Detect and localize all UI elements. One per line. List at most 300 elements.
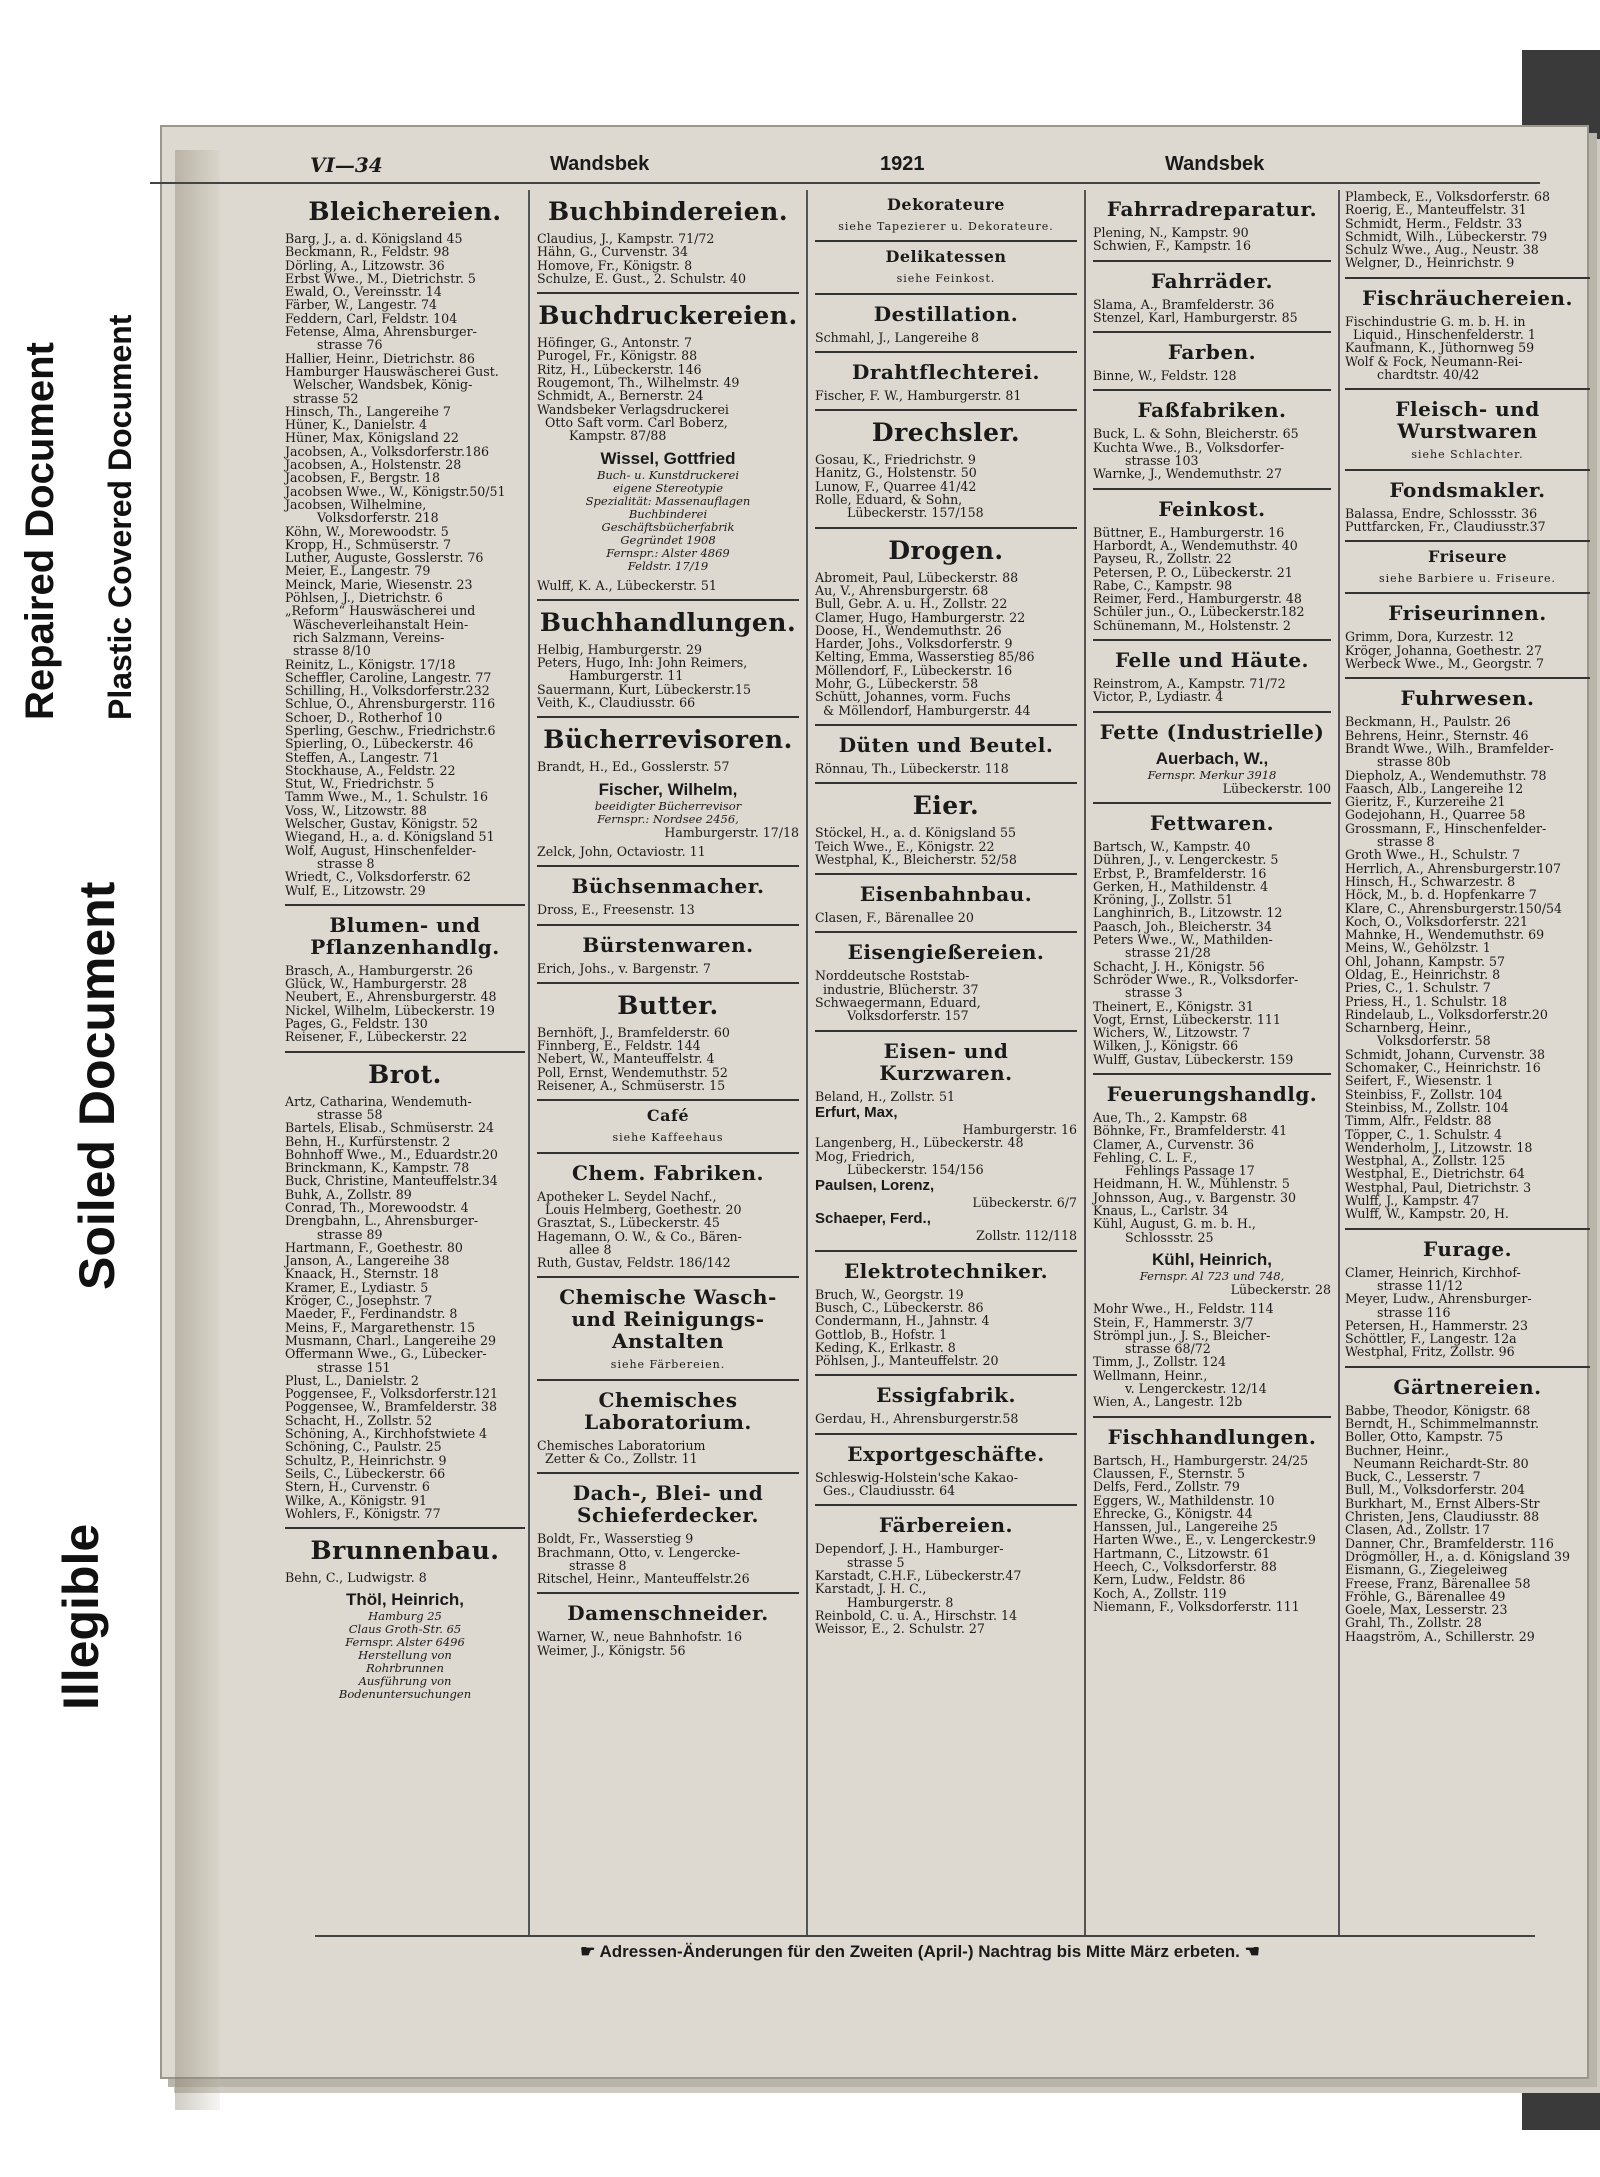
directory-entry: Goele, Max, Lesserstr. 23 <box>1345 1602 1508 1618</box>
directory-entry: Schöttler, F., Langestr. 12a <box>1345 1331 1517 1347</box>
directory-entry: Babbe, Theodor, Königstr. 68 <box>1345 1402 1531 1418</box>
directory-entry: Töpper, C., 1. Schulstr. 4 <box>1345 1126 1503 1142</box>
section-rule <box>1345 1228 1590 1230</box>
directory-entry: Rougemont, Th., Wilhelmstr. 49 <box>537 375 740 391</box>
directory-entry: Grimm, Dora, Kurzestr. 12 <box>1345 629 1514 645</box>
ad-line: Gegründet 1908 <box>620 532 716 547</box>
section-rule <box>815 782 1077 784</box>
directory-entry: Grahl, Th., Zollstr. 28 <box>1345 1615 1482 1631</box>
advertisement <box>537 449 799 573</box>
directory-entry: Schmidt, Wilh., Lübeckerstr. 79 <box>1345 228 1548 244</box>
directory-entry: Ewald, O., Vereinsstr. 14 <box>285 284 442 300</box>
directory-entry: Ges., Claudiusstr. 64 <box>815 1483 956 1499</box>
directory-entry: Mahnke, H., Wendemuthstr. 69 <box>1345 927 1545 943</box>
directory-entry: Volksdorferstr. 157 <box>815 1008 969 1024</box>
directory-entry: Paasch, Joh., Bleicherstr. 34 <box>1093 918 1272 934</box>
directory-entry: Bruch, W., Georgstr. 19 <box>815 1286 964 1302</box>
directory-entry: Westphal, K., Bleicherstr. 52/58 <box>815 851 1017 867</box>
directory-entry: Schöning, C., Paulstr. 25 <box>285 1439 442 1455</box>
section-rule <box>815 240 1077 242</box>
directory-entry: Weimer, J., Königstr. 56 <box>537 1642 686 1658</box>
page-number: VI—34 <box>310 153 383 177</box>
entry-list <box>537 1439 799 1466</box>
section-rule <box>815 527 1077 529</box>
directory-entry: Zetter & Co., Zollstr. 11 <box>537 1450 698 1466</box>
directory-entry: Freese, Franz, Bärenallee 58 <box>1345 1575 1531 1591</box>
section-rule <box>285 904 525 906</box>
directory-entry: strasse 8/10 <box>285 643 371 659</box>
ad-address: Lübeckerstr. 28 <box>1230 1281 1331 1297</box>
directory-entry: Schleswig-Holstein'sche Kakao- <box>815 1469 1019 1485</box>
section-heading: Furage. <box>1422 1236 1513 1261</box>
directory-entry: Kröger, C., Josephstr. 7 <box>285 1293 433 1309</box>
directory-entry: Fetense, Alma, Ahrensburger- <box>285 324 477 340</box>
directory-entry: Westphal, Fritz, Zollstr. 96 <box>1345 1344 1515 1360</box>
ad-address: Hamburgerstr. 16 <box>962 1121 1077 1137</box>
directory-entry: Wien, A., Langestr. 12b <box>1093 1394 1243 1410</box>
directory-entry: Hamburgerstr. 8 <box>815 1594 954 1610</box>
directory-entry: Hartmann, C., Litzowstr. 61 <box>1093 1545 1271 1561</box>
directory-entry: Haagström, A., Schillerstr. 29 <box>1345 1628 1535 1644</box>
directory-entry: Schultz, P., Heinrichstr. 9 <box>285 1452 447 1468</box>
directory-entry: strasse 8 <box>537 1557 627 1573</box>
directory-entry: Barg, J., a. d. Königsland 45 <box>285 231 463 246</box>
directory-entry: strasse 52 <box>285 390 359 406</box>
directory-entry: strasse 89 <box>285 1226 383 1242</box>
entry-list <box>537 643 799 709</box>
section-rule <box>1345 1366 1590 1368</box>
directory-entry: Payseu, R., Zollstr. 22 <box>1093 551 1232 567</box>
entry-list <box>815 1412 1077 1425</box>
directory-entry: Claudius, J., Kampstr. 71/72 <box>537 231 715 246</box>
ad-line: Buchbinderei <box>628 506 708 521</box>
directory-entry: Theinert, E., Königstr. 31 <box>1093 998 1254 1014</box>
directory-entry: strasse 8 <box>285 855 375 871</box>
directory-entry: Brasch, A., Hamburgerstr. 26 <box>285 962 473 978</box>
directory-entry: Wenderholm, J., Litzowstr. 18 <box>1345 1139 1533 1155</box>
directory-entry: Slama, A., Bramfelderstr. 36 <box>1093 296 1275 312</box>
directory-entry: Chemisches Laboratorium <box>537 1437 706 1453</box>
directory-entry: Poll, Ernst, Wendemuthstr. 52 <box>537 1064 728 1080</box>
directory-entry: Fröhle, G., Bärenallee 49 <box>1345 1588 1506 1604</box>
directory-entry: Welscher, Wandsbek, König- <box>285 377 473 393</box>
directory-entry: Schulze, E. Gust., 2. Schulstr. 40 <box>537 270 747 286</box>
directory-entry: Hamburgerstr. 11 <box>537 668 684 684</box>
directory-entry: Jacobsen, A., Holstenstr. 28 <box>285 457 462 473</box>
directory-entry: Behn, C., Ludwigstr. 8 <box>285 1570 427 1586</box>
column-1 <box>285 190 525 1930</box>
directory-entry: strasse 116 <box>1345 1304 1451 1320</box>
entry-list <box>815 1471 1077 1498</box>
directory-entry: Feddern, Carl, Feldstr. 104 <box>285 310 458 326</box>
directory-entry: Petersen, H., Hammerstr. 23 <box>1345 1317 1528 1333</box>
directory-entry: industrie, Blücherstr. 37 <box>815 981 979 997</box>
pointing-hand-icon: ☛ <box>580 1942 600 1961</box>
section-rule <box>815 293 1077 295</box>
directory-entry: Schmidt, Johann, Curvenstr. 38 <box>1345 1046 1546 1062</box>
directory-entry: Meins, W., Gehölzstr. 1 <box>1345 940 1491 956</box>
ad-name: Kühl, Heinrich, <box>1152 1249 1272 1269</box>
section-heading: Friseure <box>1427 547 1507 567</box>
section-heading: Fahrräder. <box>1150 268 1273 293</box>
directory-entry: Drögmöller, H., a. d. Königsland 39 <box>1345 1548 1571 1564</box>
directory-entry: Gerdau, H., Ahrensburgerstr.58 <box>815 1411 1019 1427</box>
directory-entry: Homove, Fr., Königstr. 8 <box>537 257 693 273</box>
section-heading: Café <box>646 1106 690 1126</box>
section-heading: Eisengießereien. <box>847 940 1045 965</box>
directory-entry: Volksdorferstr. 58 <box>1345 1033 1491 1049</box>
column-4 <box>1093 190 1331 1930</box>
ad-address: Hamburgerstr. 17/18 <box>664 824 799 840</box>
directory-entry: Louis Helmberg, Goethestr. 20 <box>537 1201 742 1217</box>
page-header <box>150 145 1550 185</box>
directory-entry: Bull, M., Volksdorferstr. 204 <box>1345 1482 1525 1498</box>
directory-entry: Kühl, August, G. m. b. H., <box>1093 1216 1256 1232</box>
directory-entry: Welgner, D., Heinrichstr. 9 <box>1345 255 1515 271</box>
directory-entry: Wilken, J., Königstr. 66 <box>1093 1038 1239 1054</box>
directory-entry: Sauermann, Kurt, Lübeckerstr.15 <box>537 681 752 697</box>
cross-reference: siehe Tapezierer u. Dekorateure. <box>838 220 1054 233</box>
directory-entry: Reisener, F., Lübeckerstr. 22 <box>285 1029 468 1045</box>
directory-entry: Knaus, L., Carlstr. 34 <box>1093 1203 1229 1219</box>
directory-entry: strasse 68/72 <box>1093 1341 1211 1357</box>
directory-entry: strasse 80b <box>1345 754 1451 770</box>
directory-entry: Schacht, J. H., Königstr. 56 <box>1093 958 1265 974</box>
ad-line: Herstellung von <box>358 1648 452 1663</box>
header-year: 1921 <box>880 153 925 175</box>
section-rule <box>537 924 799 926</box>
directory-entry: Faasch, Alb., Langereihe 12 <box>1345 780 1524 796</box>
section-heading: Fahrradreparatur. <box>1106 197 1318 221</box>
directory-entry: Kröning, J., Zollstr. 51 <box>1093 892 1233 908</box>
directory-entry: Dross, E., Freesenstr. 13 <box>537 902 695 918</box>
section-heading: Buchdruckereien. <box>538 301 798 331</box>
directory-entry: Kramer, E., Lydiastr. 5 <box>285 1279 429 1295</box>
entry-list <box>1093 226 1331 253</box>
entry-list <box>815 1542 1077 1635</box>
directory-entry: Sperling, Geschw., Friedrichstr.6 <box>285 722 496 738</box>
ad-line: Claus Groth-Str. 65 <box>348 1622 462 1637</box>
ad-line: eigene Stereotypie <box>612 480 723 495</box>
directory-entry: Meinck, Marie, Wiesenstr. 23 <box>285 576 473 592</box>
entry-list <box>285 964 525 1044</box>
directory-entry: Meier, E., Langestr. 79 <box>285 563 431 579</box>
directory-entry: Conrad, Th., Morewoodstr. 4 <box>285 1200 469 1215</box>
directory-entry: Lübeckerstr. 154/156 <box>815 1161 984 1177</box>
directory-entry: Scharnberg, Heinr., <box>1345 1020 1472 1036</box>
section-rule <box>1093 488 1331 490</box>
entry-list <box>815 1288 1077 1368</box>
directory-entry: Plening, N., Kampstr. 90 <box>1093 225 1249 240</box>
directory-entry: Wolf & Fock, Neumann-Rei- <box>1345 353 1523 369</box>
directory-entry: Gerken, H., Mathildenstr. 4 <box>1093 878 1269 894</box>
directory-entry: Clasen, F., Bärenallee 20 <box>815 910 974 926</box>
directory-entry: Kampstr. 87/88 <box>537 428 667 444</box>
section-heading: Feuerungshandlg. <box>1106 1081 1318 1106</box>
directory-entry: Johnsson, Aug., v. Bargenstr. 30 <box>1093 1189 1296 1205</box>
directory-entry: Luther, Auguste, Gosslerstr. 76 <box>285 550 484 566</box>
ad-line: Geschäftsbücherfabrik <box>601 519 735 534</box>
directory-entry: Groth Wwe., H., Schulstr. 7 <box>1345 847 1521 863</box>
directory-entry: Jacobsen Wwe., W., Königstr.50/51 <box>285 483 506 499</box>
section-rule <box>1093 260 1331 262</box>
directory-entry: Hartmann, F., Goethestr. 80 <box>285 1239 463 1255</box>
section-heading: Bücherrevisoren. <box>543 725 793 755</box>
directory-entry: Petersen, P. O., Lübeckerstr. 21 <box>1093 564 1293 580</box>
directory-entry: Danner, Chr., Bramfelderstr. 116 <box>1345 1535 1554 1551</box>
section-heading: Chemische Wasch- und Reinigungs-Anstalten <box>559 1285 777 1354</box>
directory-entry: Heech, C., Volksdorferstr. 88 <box>1093 1559 1277 1574</box>
section-rule <box>1093 1416 1331 1418</box>
section-heading: Elektrotechniker. <box>843 1258 1049 1283</box>
directory-entry: Lübeckerstr. 157/158 <box>815 505 984 521</box>
directory-entry: Ritschel, Heinr., Manteuffelstr.26 <box>537 1571 750 1587</box>
section-rule <box>537 1379 799 1381</box>
section-heading: Fette (Industrielle) <box>1099 719 1325 744</box>
ad-address: Lübeckerstr. 6/7 <box>972 1195 1077 1211</box>
ad-lines <box>1093 1270 1331 1283</box>
directory-entry: Helbig, Hamburgerstr. 29 <box>537 641 702 657</box>
directory-entry: Purogel, Fr., Königstr. 88 <box>537 348 698 364</box>
section-heading: Drechsler. <box>871 418 1021 448</box>
directory-entry: Aue, Th., 2. Kampstr. 68 <box>1093 1109 1248 1125</box>
entry-list <box>537 1190 799 1270</box>
ad-line: Fernspr. Al 723 und 748, <box>1139 1268 1285 1283</box>
section-heading: Dekorateure <box>887 195 1005 214</box>
directory-entry: Poggensee, W., Bramfelderstr. 38 <box>285 1399 497 1415</box>
entry-list <box>815 571 1077 717</box>
directory-entry: Fischer, F. W., Hamburgerstr. 81 <box>815 387 1022 403</box>
ad-lines <box>537 469 799 573</box>
section-rule <box>1345 540 1590 542</box>
directory-entry: Hanssen, Jul., Langereihe 25 <box>1093 1519 1278 1535</box>
section-rule <box>1093 331 1331 333</box>
entry-list <box>1093 526 1331 632</box>
directory-entry: „Reform“ Hauswäscherei und <box>285 603 476 619</box>
directory-entry: Puttfarcken, Fr., Claudiusstr.37 <box>1345 518 1546 534</box>
directory-entry: Poggensee, F., Volksdorferstr.121 <box>285 1386 499 1402</box>
directory-entry: Wolf, August, Hinschenfelder- <box>285 842 477 858</box>
directory-entry: Hinsch, H., Schwarzestr. 8 <box>1345 873 1516 889</box>
section-heading: Brunnenbau. <box>310 1536 500 1566</box>
directory-entry: Schröder Wwe., R., Volksdorfer- <box>1093 971 1299 987</box>
entry-list <box>285 1571 525 1584</box>
column-2 <box>537 190 799 1930</box>
directory-entry: strasse 21/28 <box>1093 945 1211 961</box>
cross-reference: siehe Schlachter. <box>1411 448 1524 462</box>
section-rule <box>1093 711 1331 713</box>
directory-entry: Bohnhoff Wwe., M., Eduardstr.20 <box>285 1146 498 1162</box>
directory-entry: Buhk, A., Zollstr. 89 <box>285 1186 412 1202</box>
directory-entry: Bartsch, H., Hamburgerstr. 24/25 <box>1093 1452 1309 1468</box>
directory-entry: Balassa, Endre, Schlossstr. 36 <box>1345 505 1538 521</box>
entry-list <box>537 232 799 285</box>
directory-entry: Voss, W., Litzowstr. 88 <box>285 802 427 818</box>
directory-entry: Schwaegermann, Eduard, <box>815 995 981 1011</box>
footer-notice <box>310 1942 1530 1972</box>
section-heading: Eisen- und Kurzwaren. <box>879 1038 1013 1085</box>
cross-reference: siehe Kaffeehaus <box>612 1131 724 1145</box>
directory-entry: Maeder, F., Ferdinandstr. 8 <box>285 1306 458 1322</box>
directory-entry: Wellmann, Heinr., <box>1093 1367 1208 1383</box>
directory-entry: Westphal, E., Dietrichstr. 64 <box>1345 1166 1525 1182</box>
directory-entry: Eismann, G., Ziegeleiweg <box>1345 1562 1508 1578</box>
section-rule <box>815 1433 1077 1435</box>
directory-entry: Kuchta Wwe., B., Volksdorfer- <box>1093 439 1285 455</box>
directory-entry: Pries, C., 1. Schulstr. 7 <box>1345 980 1491 996</box>
cross-reference: siehe Färbereien. <box>610 1358 726 1372</box>
ad-address: Zollstr. 112/118 <box>976 1228 1077 1244</box>
ad-name: Paulsen, Lorenz, <box>815 1177 935 1195</box>
section-rule <box>815 351 1077 353</box>
directory-entry: Schilling, H., Volksdorferstr.232 <box>285 683 490 699</box>
directory-entry: Stockhause, A., Feldstr. 22 <box>285 762 456 778</box>
ad-lines <box>285 1610 525 1701</box>
directory-entry: Veith, K., Claudiusstr. 66 <box>537 695 696 711</box>
directory-entry: Herrlich, A., Ahrensburgerstr.107 <box>1345 860 1561 876</box>
directory-entry: Nebert, W., Manteuffelstr. 4 <box>537 1051 715 1067</box>
section-heading: Fuhrwesen. <box>1400 686 1535 711</box>
ad-line: Hamburg 25 <box>368 1609 442 1624</box>
directory-entry: Wilke, A., Königstr. 91 <box>285 1492 428 1508</box>
directory-entry: Wriedt, C., Volksdorferstr. 62 <box>285 869 471 885</box>
directory-entry: Bull, Gebr. A. u. H., Zollstr. 22 <box>815 596 1008 612</box>
section-heading: Exportgeschäfte. <box>847 1441 1045 1466</box>
directory-entry: strasse 103 <box>1093 453 1199 469</box>
directory-entry: Gosau, K., Friedrichstr. 9 <box>815 452 976 468</box>
section-heading: Bleichereien. <box>308 197 502 226</box>
directory-entry: Beckmann, H., Paulstr. 26 <box>1345 714 1511 730</box>
directory-entry: Grasztat, S., Lübeckerstr. 45 <box>537 1215 720 1231</box>
directory-entry: Roerig, E., Manteuffelstr. 31 <box>1345 202 1527 218</box>
directory-entry: Westphal, Paul, Dietrichstr. 3 <box>1345 1179 1532 1195</box>
soiled-binding-edge <box>175 150 220 2110</box>
section-heading: Faßfabriken. <box>1137 398 1287 423</box>
directory-entry: Harder, Johs., Volksdorferstr. 9 <box>815 636 1013 652</box>
directory-entry: Welscher, Gustav, Königstr. 52 <box>285 816 478 832</box>
directory-entry: Niemann, F., Volksdorferstr. 111 <box>1093 1598 1300 1614</box>
directory-entry: Christen, Jens, Claudiusstr. 88 <box>1345 1509 1540 1525</box>
directory-entry: Offermann Wwe., G., Lübecker- <box>285 1346 487 1362</box>
directory-entry: Schoer, D., Rotherhof 10 <box>285 709 443 725</box>
directory-entry: Kröger, Johanna, Goethestr. 27 <box>1345 642 1543 658</box>
directory-entry: Harbordt, A., Wendemuthstr. 40 <box>1093 537 1298 553</box>
directory-entry: Büttner, E., Hamburgerstr. 16 <box>1093 524 1285 540</box>
directory-entry: Wulf, E., Litzowstr. 29 <box>285 882 426 898</box>
entry-list <box>815 911 1077 924</box>
entry-list <box>537 1026 799 1092</box>
directory-entry: Färber, W., Langestr. 74 <box>285 297 438 313</box>
section-rule <box>285 1527 525 1529</box>
column-3 <box>815 190 1077 1930</box>
entry-list <box>537 845 799 858</box>
entry-list <box>1345 315 1590 381</box>
section-heading: Destillation. <box>873 301 1019 326</box>
section-heading: Fleisch- und Wurstwaren <box>1395 397 1540 444</box>
directory-entry: Neubert, E., Ahrensburgerstr. 48 <box>285 989 497 1005</box>
directory-entry: Schütt, Johannes, vorm. Fuchs <box>815 689 1011 705</box>
directory-entry: Schulz Wwe., Aug., Neustr. 38 <box>1345 242 1539 258</box>
header-left-title: Wandsbek <box>550 153 650 175</box>
section-heading: Blumen- und Pflanzenhandlg. <box>310 912 500 959</box>
pointing-hand-icon: ☚ <box>1244 1942 1260 1961</box>
directory-entry: strasse 3 <box>1093 985 1183 1001</box>
entry-list <box>1093 369 1331 382</box>
directory-entry: Wulff, J., Kampstr. 47 <box>1345 1193 1480 1209</box>
ad-line: Rohrbrunnen <box>366 1661 444 1676</box>
directory-entry: Beland, H., Zollstr. 51 <box>815 1088 955 1104</box>
directory-entry: Tamm Wwe., M., 1. Schulstr. 16 <box>285 789 489 805</box>
section-rule <box>815 931 1077 933</box>
section-heading: Eisenbahnbau. <box>859 882 1033 907</box>
section-rule <box>1345 277 1590 279</box>
ad-name: Wissel, Gottfried <box>600 448 736 468</box>
entry-list <box>1345 1404 1590 1643</box>
section-heading: Fettwaren. <box>1149 810 1275 835</box>
directory-entry: Knaack, H., Sternstr. 18 <box>285 1266 439 1282</box>
directory-entry: Keding, K., Erlkastr. 8 <box>815 1339 956 1355</box>
section-rule <box>285 1051 525 1053</box>
directory-entry: rich Salzmann, Vereins- <box>285 629 445 645</box>
directory-entry: strasse 151 <box>285 1359 391 1375</box>
ad-line: Ausführung von <box>358 1674 452 1689</box>
section-heading: Fischhandlungen. <box>1107 1424 1317 1449</box>
directory-entry: Karstadt, J. H. C., <box>815 1581 927 1597</box>
directory-entry: Hamburger Hauswäscherei Gust. <box>285 363 499 379</box>
directory-entry: Liquid., Hinschenfelderstr. 1 <box>1345 327 1536 343</box>
header-rule <box>150 182 1540 184</box>
section-heading: Färbereien. <box>879 1513 1013 1538</box>
advertisement <box>1093 749 1331 795</box>
directory-entry: Brandt Wwe., Wilh., Bramfelder- <box>1345 740 1554 756</box>
directory-entry: Stein, F., Hammerstr. 3/7 <box>1093 1314 1254 1330</box>
section-heading: Essigfabrik. <box>876 1383 1016 1408</box>
directory-entry: Buchner, Heinr., <box>1345 1442 1449 1458</box>
directory-entry: Buck, C., Lesserstr. 7 <box>1345 1469 1481 1485</box>
directory-entry: Bartsch, W., Kampstr. 40 <box>1093 838 1251 854</box>
section-heading: Büchsenmacher. <box>571 874 765 899</box>
directory-entry: Ruth, Gustav, Feldstr. 186/142 <box>537 1255 731 1271</box>
directory-entry: Seils, C., Lübeckerstr. 66 <box>285 1465 446 1481</box>
section-rule <box>537 982 799 984</box>
section-rule <box>537 1592 799 1594</box>
ad-line: Feldstr. 17/19 <box>627 558 709 573</box>
directory-entry: Burkhart, M., Ernst Albers-Str <box>1345 1495 1540 1511</box>
entry-list <box>815 453 1077 519</box>
directory-entry: Klare, C., Ahrensburgerstr.150/54 <box>1345 900 1563 916</box>
directory-entry: Brinckmann, K., Kampstr. 78 <box>285 1160 470 1176</box>
entry-list <box>815 1136 1077 1176</box>
directory-entry: Peters Wwe., W., Mathilden- <box>1093 932 1273 948</box>
cross-reference: siehe Barbiere u. Friseure. <box>1379 572 1556 586</box>
directory-entry: Volksdorferstr. 218 <box>285 510 439 526</box>
directory-entry: Jacobsen, Wilhelmine, <box>285 496 427 512</box>
section-rule <box>1093 389 1331 391</box>
directory-entry: Abromeit, Paul, Lübeckerstr. 88 <box>815 569 1019 585</box>
directory-entry: Godejohann, H., Quarree 58 <box>1345 807 1526 823</box>
directory-entry: Peters, Hugo, Inh: John Reimers, <box>537 655 748 671</box>
section-heading: Bürstenwaren. <box>582 932 754 957</box>
section-heading: Gärtnereien. <box>1393 1374 1542 1399</box>
directory-entry: Schomaker, C., Heinrichstr. 16 <box>1345 1060 1541 1076</box>
entry-list <box>1345 630 1590 670</box>
directory-entry: Stenzel, Karl, Hamburgerstr. 85 <box>1093 309 1298 325</box>
entry-list <box>537 760 799 773</box>
ad-line: beeidigter Bücherrevisor <box>594 798 742 813</box>
label-soiled-document: Soiled Document <box>69 881 125 1290</box>
section-heading: Feinkost. <box>1158 496 1266 521</box>
directory-entry: Gottlob, B., Hofstr. 1 <box>815 1326 948 1342</box>
